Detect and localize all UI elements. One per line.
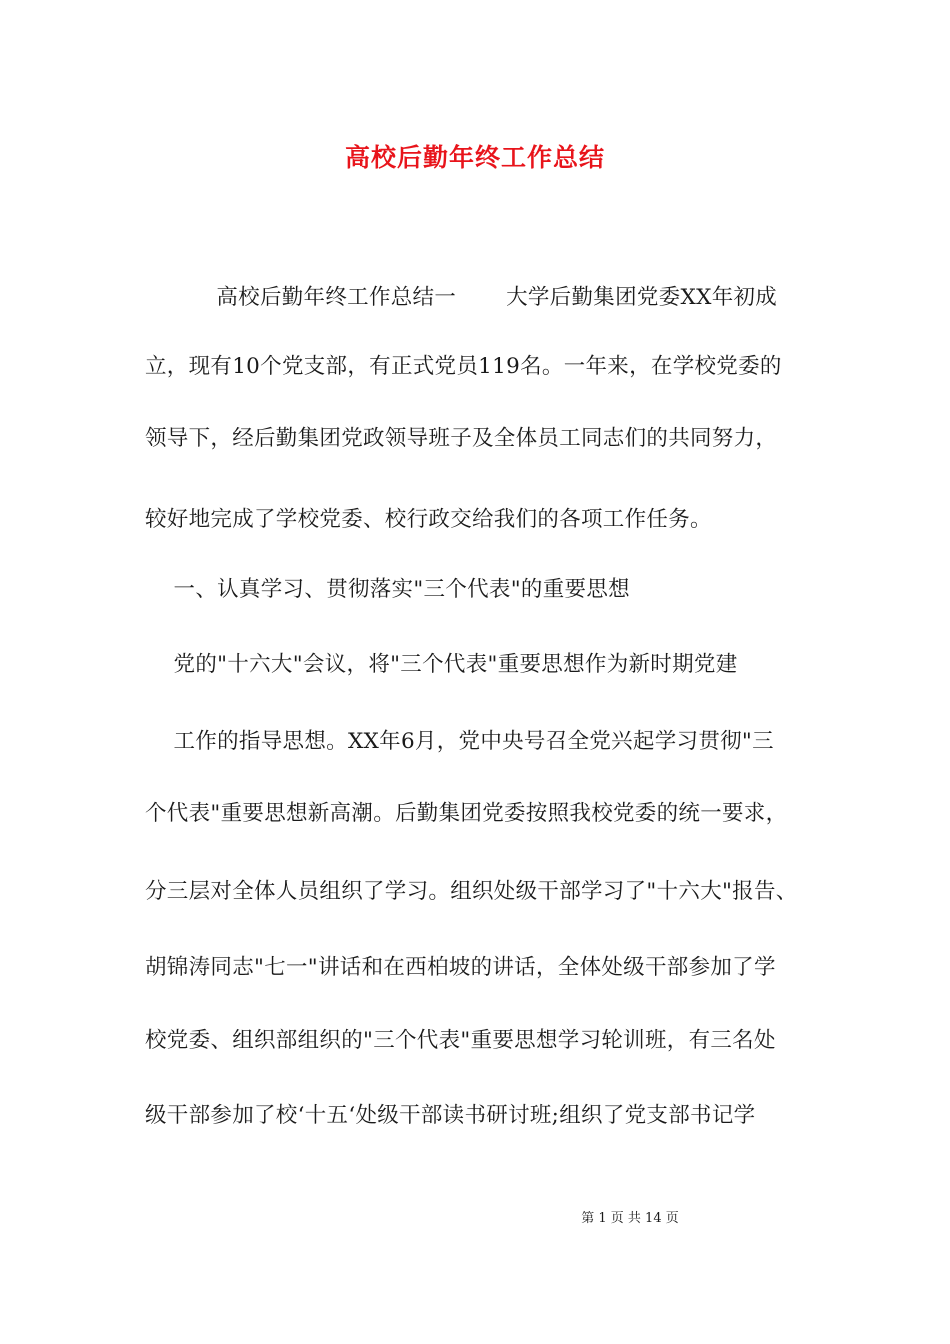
body-line-4: 较好地完成了学校党委、校行政交给我们的各项工作任务。 xyxy=(145,507,712,532)
body-line-1: 高校后勤年终工作总结一 大学后勤集团党委XX年初成 xyxy=(145,285,778,310)
body-line-3: 领导下，经后勤集团党政领导班子及全体员工同志们的共同努力， xyxy=(145,426,778,451)
body-line-6: 党的"十六大"会议，将"三个代表"重要思想作为新时期党建 xyxy=(145,652,738,677)
page-footer: 第 1 页 共 14 页 xyxy=(581,1211,679,1226)
body-line-10: 胡锦涛同志"七一"讲话和在西柏坡的讲话，全体处级干部参加了学 xyxy=(145,955,776,980)
body-line-8: 个代表"重要思想新高潮。后勤集团党委按照我校党委的统一要求， xyxy=(145,801,788,826)
body-line-7: 工作的指导思想。XX年6月，党中央号召全党兴起学习贯彻"三 xyxy=(145,729,774,754)
document-title: 高校后勤年终工作总结 xyxy=(344,143,605,172)
body-line-5: 一、认真学习、贯彻落实"三个代表"的重要思想 xyxy=(145,577,630,602)
body-line-11: 校党委、组织部组织的"三个代表"重要思想学习轮训班，有三名处 xyxy=(145,1028,776,1053)
body-line-9: 分三层对全体人员组织了学习。组织处级干部学习了"十六大"报告、 xyxy=(145,879,798,904)
body-line-2: 立，现有10个党支部，有正式党员119名。一年来，在学校党委的 xyxy=(145,354,782,379)
body-line-12: 级干部参加了校‘十五‘处级干部读书研讨班;组织了党支部书记学 xyxy=(145,1103,756,1128)
